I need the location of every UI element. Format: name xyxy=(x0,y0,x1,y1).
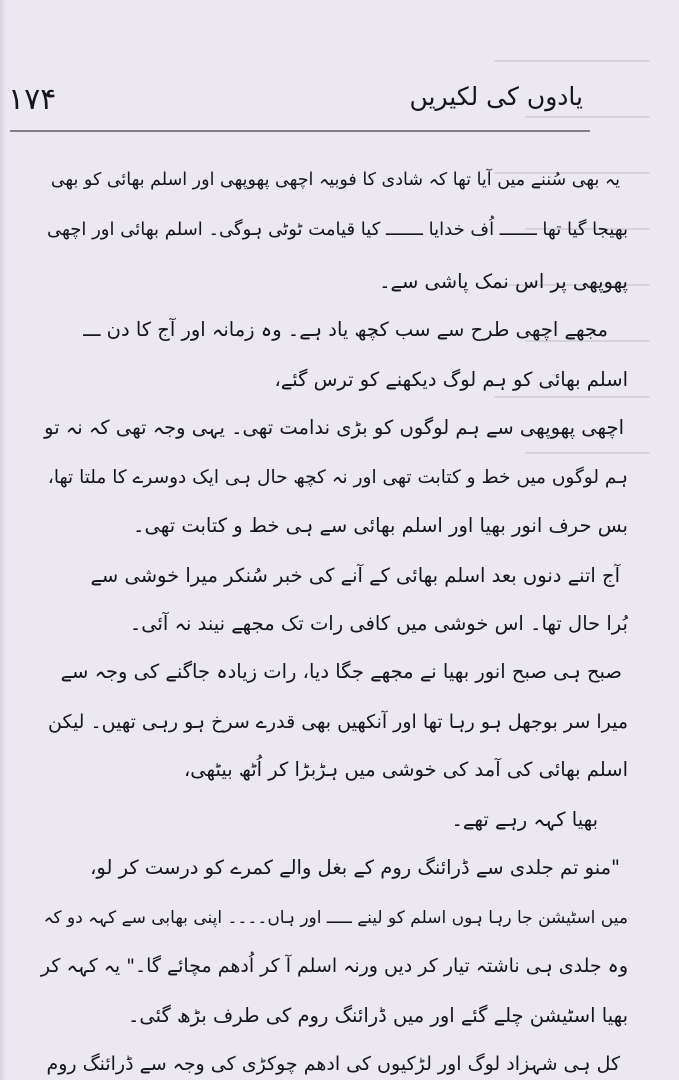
text-line: ہم لوگوں میں خط و کتابت تھی اور نہ کچھ حال ہی ایک دوسرے کا ملتا تھا، xyxy=(47,467,628,488)
text-line: بس حرف انور بھیا اور اسلم بھائی سے ہی خط و کتابت تھی۔ xyxy=(133,514,628,537)
text-line: بھیا اسٹیشن چلے گئے اور میں ڈرائنگ روم کی طرف بڑھ گئی۔ xyxy=(127,1004,628,1027)
text-line: صبح ہی صبح انور بھیا نے مجھے جگا دیا، رات زیادہ جاگنے کی وجہ سے xyxy=(60,660,622,683)
text-line: مجھے اچھی طرح سے سب کچھ یاد ہے۔ وہ زمانہ اور آج کا دن ـــ xyxy=(83,318,608,341)
text-line: پھوپھی پر اس نمک پاشی سے۔ xyxy=(379,270,628,293)
text-line: بھیا کہہ رہے تھے۔ xyxy=(451,808,598,831)
text-line: "منو تم جلدی سے ڈرائنگ روم کے بغل والے کمرے کو درست کر لو، xyxy=(90,856,620,879)
text-line: بُرا حال تھا۔ اس خوشی میں کافی رات تک مجھے نیند نہ آئی۔ xyxy=(129,612,628,635)
text-line: یہ بھی سُننے میں آیا تھا کہ شادی کا فوبیہ اچھی پھوپھی اور اسلم بھائی کو بھی xyxy=(50,170,620,190)
text-line: میں اسٹیشن جا رہا ہوں اسلم کو لینے ـــــ اور ہاں۔۔۔۔ اپنی بھابی سے کہہ دو کہ xyxy=(43,908,628,928)
text-line: کل ہی شہزاد لوگ اور لڑکیوں کی ادھم چوکڑی کی وجہ سے ڈرائنگ روم xyxy=(46,1053,620,1075)
text-line: وہ جلدی ہی ناشتہ تیار کر دیں ورنہ اسلم آ کر اُدھم مچائے گا۔" یہ کہہ کر xyxy=(40,955,628,977)
page-number: ۱۷۴ xyxy=(8,82,57,117)
text-line: اچھی پھوپھی سے ہم لوگوں کو بڑی ندامت تھی۔ یہی وجہ تھی کہ نہ تو xyxy=(44,416,624,439)
running-title: یادوں کی لکیریں xyxy=(409,82,583,111)
page-edge-shadow xyxy=(0,0,6,1080)
text-line: آج اتنے دنوں بعد اسلم بھائی کے آنے کی خبر سُنکر میرا خوشی سے xyxy=(90,564,620,587)
header-rule xyxy=(10,130,590,132)
text-line: اسلم بھائی کو ہم لوگ دیکھنے کو ترس گئے، xyxy=(274,368,628,391)
text-line: میرا سر بوجھل ہو رہا تھا اور آنکھیں بھی قدرے سرخ ہو رہی تھیں۔ لیکن xyxy=(47,711,628,733)
text-line: بھیجا گیا تھا ـــــــ اُف خدایا ـــــــ کیا قیامت ٹوٹی ہوگی۔ اسلم بھائی اور اچھی xyxy=(46,219,628,240)
text-line: اسلم بھائی کی آمد کی خوشی میں ہڑبڑا کر اُٹھ بیٹھی، xyxy=(183,758,628,781)
